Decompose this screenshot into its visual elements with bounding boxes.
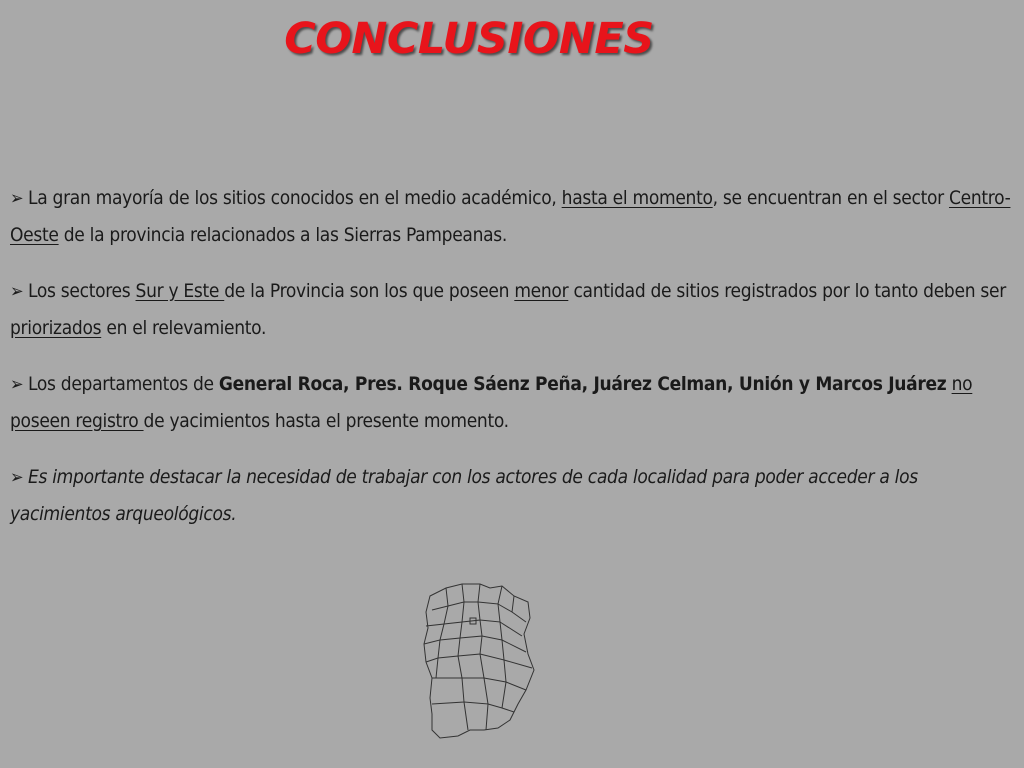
map-division (486, 704, 488, 730)
map-division (438, 638, 460, 658)
map-division (484, 660, 506, 682)
map-division (502, 640, 526, 652)
map-division (480, 604, 500, 622)
map-division (464, 584, 480, 602)
map-division (482, 622, 502, 640)
list-item: ➢ Es importante destacar la necesidad de trabajar con los actores de cada localidad para poder acceder a los yacimientos arqueológicos. (10, 459, 1015, 532)
map-division (462, 602, 480, 622)
map-division (506, 682, 526, 690)
map-division (512, 612, 526, 622)
map-division (498, 596, 514, 612)
province-map-icon (418, 578, 536, 740)
map-division (458, 636, 482, 656)
map-division (478, 586, 502, 604)
list-item: ➢ La gran mayoría de los sitios conocidos en el medio académico, hasta el momento, se encuentran en el sector Centro-Oeste de la provincia relacionados a las Sierras Pampeanas. (10, 180, 1015, 253)
arrow-bullet-icon: ➢ (10, 467, 24, 488)
map-division (480, 640, 504, 660)
list-item: ➢ Los sectores Sur y Este de la Provincia son los que poseen menor cantidad de sitios registrados por lo tanto deben ser priorizados en el relevamiento. (10, 273, 1015, 346)
map-division (502, 708, 514, 712)
map-division (440, 622, 462, 640)
map-division (504, 660, 532, 668)
arrow-bullet-icon: ➢ (10, 281, 24, 302)
map-division (462, 654, 484, 678)
map-division (464, 702, 468, 730)
map-division (500, 622, 522, 636)
map-division (432, 678, 464, 704)
arrow-bullet-icon: ➢ (10, 374, 24, 395)
list-item: ➢ Los departamentos de General Roca, Pres. Roque Sáenz Peña, Juárez Celman, Unión y Marcos Juárez no poseen registro de yacimientos hasta el presente momento. (10, 366, 1015, 439)
conclusions-list (10, 180, 1015, 552)
map-division (464, 678, 488, 704)
arrow-bullet-icon: ➢ (10, 188, 24, 209)
map-division (488, 682, 506, 708)
map-division (432, 658, 438, 678)
map-division (444, 602, 464, 624)
map-division (436, 656, 462, 678)
map-division (460, 620, 482, 638)
page-title: CONCLUSIONES (284, 14, 654, 64)
